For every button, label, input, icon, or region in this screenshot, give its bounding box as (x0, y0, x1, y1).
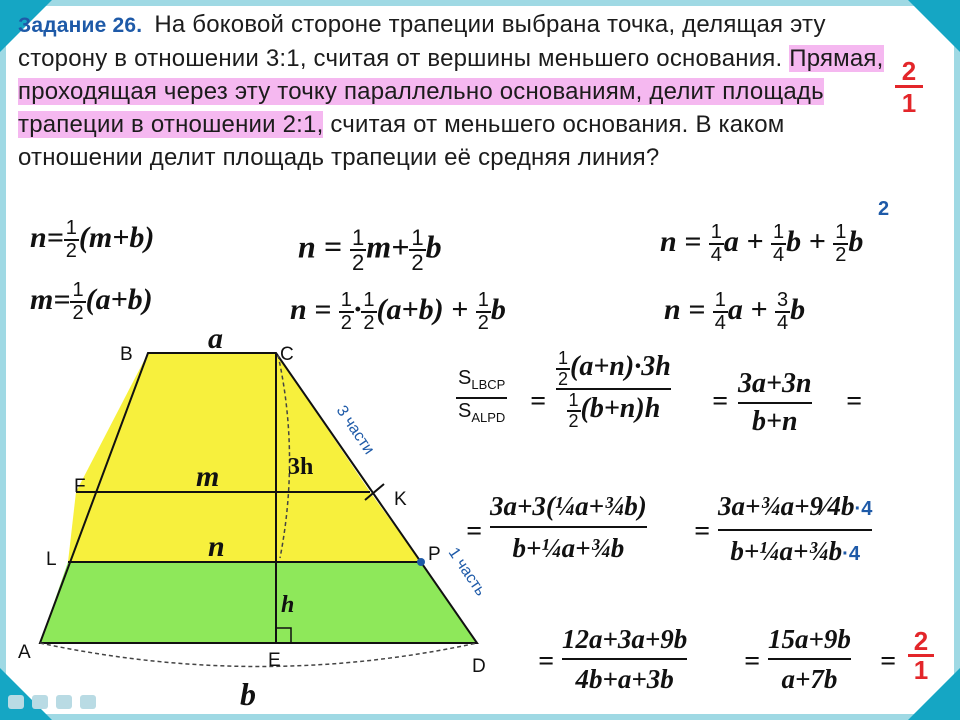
formula-token: (b+n)h (580, 393, 661, 425)
vertex-d: D (472, 656, 486, 677)
formula-token: 12a+3a+9b (562, 620, 687, 660)
frac-num: 1 (65, 217, 77, 239)
area-ratio-result (738, 366, 812, 440)
final-step2 (768, 620, 851, 698)
label-three-parts: 3 части (332, 402, 378, 458)
frac-den: 2 (363, 312, 375, 334)
eq-sign: = (744, 646, 760, 677)
frac-den: 4 (714, 312, 726, 334)
eq-sign: = (880, 646, 896, 677)
frac-den: 2 (411, 250, 424, 276)
formula-token: (a+b) (376, 292, 444, 326)
formula-token: 3a+3(¼a+¾b) (490, 486, 647, 528)
frac-num: 1 (714, 289, 726, 311)
label-h: h (281, 592, 295, 618)
frac-den: 2 (352, 250, 365, 276)
formula-token: b (425, 228, 442, 265)
formula-token: m+ (366, 228, 410, 265)
formula-token: LBCP (471, 377, 506, 392)
frac-den: 2 (65, 240, 77, 262)
subst-step1 (490, 486, 647, 568)
formula-token: ALPD (471, 410, 506, 425)
vertex-f: F (74, 476, 86, 497)
formula-token: n (664, 292, 681, 326)
brace-b (40, 643, 477, 667)
formula-token: n (290, 292, 307, 326)
point-p (417, 558, 425, 566)
slide-toolbar[interactable] (8, 695, 104, 714)
formula-token: a+7b (781, 664, 838, 694)
frac-den: 2 (340, 312, 352, 334)
frac-den: 2 (72, 302, 84, 324)
formula-token: b (790, 292, 806, 326)
vertex-l: L (46, 549, 57, 570)
area-ratio-mid (556, 348, 671, 431)
label-3h: 3h (288, 454, 314, 480)
eq-sign: = (694, 516, 710, 547)
vertex-c: C (280, 344, 294, 365)
formula-n-sub: n = $\frac{1}{2}$ · $\frac{1}{2}$ (a+b) + $\frac{1}{2}$ b (290, 289, 506, 334)
formula-n-final: n = $\frac{1}{4}$ a + $\frac{3}{4}$ b (664, 289, 806, 334)
task-question: В каком отношении делит площадь трапеции её средняя линия? (18, 111, 785, 171)
eq-sign: = (712, 386, 728, 417)
frac-num: 1 (568, 390, 579, 411)
label-b: b (240, 676, 256, 712)
ratio-den: 1 (901, 88, 917, 118)
frac-num: 1 (352, 225, 365, 250)
formula-token: 15a+9b (768, 620, 851, 660)
frac-den: 4 (777, 312, 789, 334)
formula-token: ·4 (842, 543, 860, 565)
formula-token: b+¼a+¾b (512, 533, 625, 563)
formula-token: b (848, 224, 864, 258)
frac-den: 2 (558, 368, 569, 389)
label-one-part: 1 часть (444, 544, 490, 600)
eq-sign: = (846, 386, 862, 417)
play-icon[interactable] (32, 695, 48, 709)
formula-token: a (723, 224, 739, 258)
formula-token: ·4 (854, 498, 873, 520)
eq-sign: = (530, 386, 546, 417)
vertex-k: K (394, 489, 407, 510)
formula-token: + (451, 292, 469, 326)
answer-den: 1 (913, 655, 929, 685)
task-label: Задание 26. (18, 14, 143, 37)
eq-sign: = (466, 516, 482, 547)
frac-num: 1 (340, 289, 352, 311)
formula-token: S (458, 367, 472, 389)
frac-num: 1 (773, 221, 785, 243)
formula-n-half: n= $\frac{1}{2}$ (m+b) (30, 217, 155, 262)
frac-den: 4 (773, 244, 785, 266)
formula-m-half: m= $\frac{1}{2}$ (a+b) (30, 279, 153, 324)
formula-token: m (30, 282, 54, 316)
frac-num: 1 (710, 221, 722, 243)
formula-token: 4b+a+3b (575, 664, 674, 694)
frac-num: 1 (411, 225, 424, 250)
frac-num: 1 (558, 347, 569, 368)
prev-icon[interactable] (8, 695, 24, 709)
upper-yellow-region (76, 353, 370, 492)
middle-yellow-region (68, 492, 421, 562)
task-text-c: считая от меньшего основания. (330, 111, 689, 138)
task-text-a: На боковой стороне трапеции выбрана точка, делящая эту сторону в отношении 3:1, считая от вершины меньшего основания. (18, 11, 826, 72)
formula-token: S (458, 400, 472, 422)
frac-den: 4 (710, 244, 722, 266)
eq-sign: = (538, 646, 554, 677)
formula-token: (a+n)·3h (570, 351, 671, 382)
vertex-p: P (428, 544, 441, 565)
formula-n-expand: n = $\frac{1}{2}$ m+ $\frac{1}{2}$ b (298, 225, 442, 276)
label-m: m (196, 460, 220, 493)
final-answer (908, 628, 934, 683)
formula-token: b+¼a+¾b (730, 536, 843, 566)
green-region (40, 562, 477, 643)
final-step1 (562, 620, 687, 698)
frac-num: 1 (835, 221, 847, 243)
formula-token: b+n (752, 406, 798, 437)
answer-num: 2 (908, 628, 934, 657)
frac-den: 2 (477, 312, 489, 334)
formula-token: b (786, 224, 802, 258)
next-icon[interactable] (80, 695, 96, 709)
label-a: a (208, 322, 223, 355)
vertex-a: A (18, 642, 31, 663)
frac-den: 2 (568, 411, 579, 432)
task-text-highlight: Прямая, проходящая через эту точку параллельно основаниям, делит площадь трапеции в отношении 2:1, (18, 45, 884, 138)
formula-token: n (660, 224, 677, 258)
formula-token: (m+b) (78, 220, 155, 254)
formula-token: (a+b) (85, 282, 153, 316)
frac-den: 2 (835, 244, 847, 266)
formula-token: n (30, 220, 47, 254)
subst-step2 (718, 486, 872, 574)
label-n: n (208, 530, 225, 563)
formula-token: b (490, 292, 506, 326)
frac-num: 1 (72, 279, 84, 301)
area-ratio-lhs (456, 366, 507, 430)
menu-icon[interactable] (56, 695, 72, 709)
formula-token: 3a+3n (738, 366, 812, 404)
strike-note: 2 (878, 198, 890, 220)
frac-num: 1 (363, 289, 375, 311)
vertex-e: E (268, 650, 281, 671)
formula-token: n (298, 228, 316, 265)
vertex-b: B (120, 344, 133, 365)
formula-token: 3a+¾a+9⁄4b (718, 491, 855, 521)
formula-n-quarter: n = $\frac{1}{4}$ a + $\frac{1}{4}$ b + $\frac{1}{2}$ b (660, 221, 864, 266)
formula-token: a (727, 292, 743, 326)
frac-num: 1 (477, 289, 489, 311)
frac-num: 3 (777, 289, 789, 311)
ratio-num: 2 (901, 56, 917, 86)
